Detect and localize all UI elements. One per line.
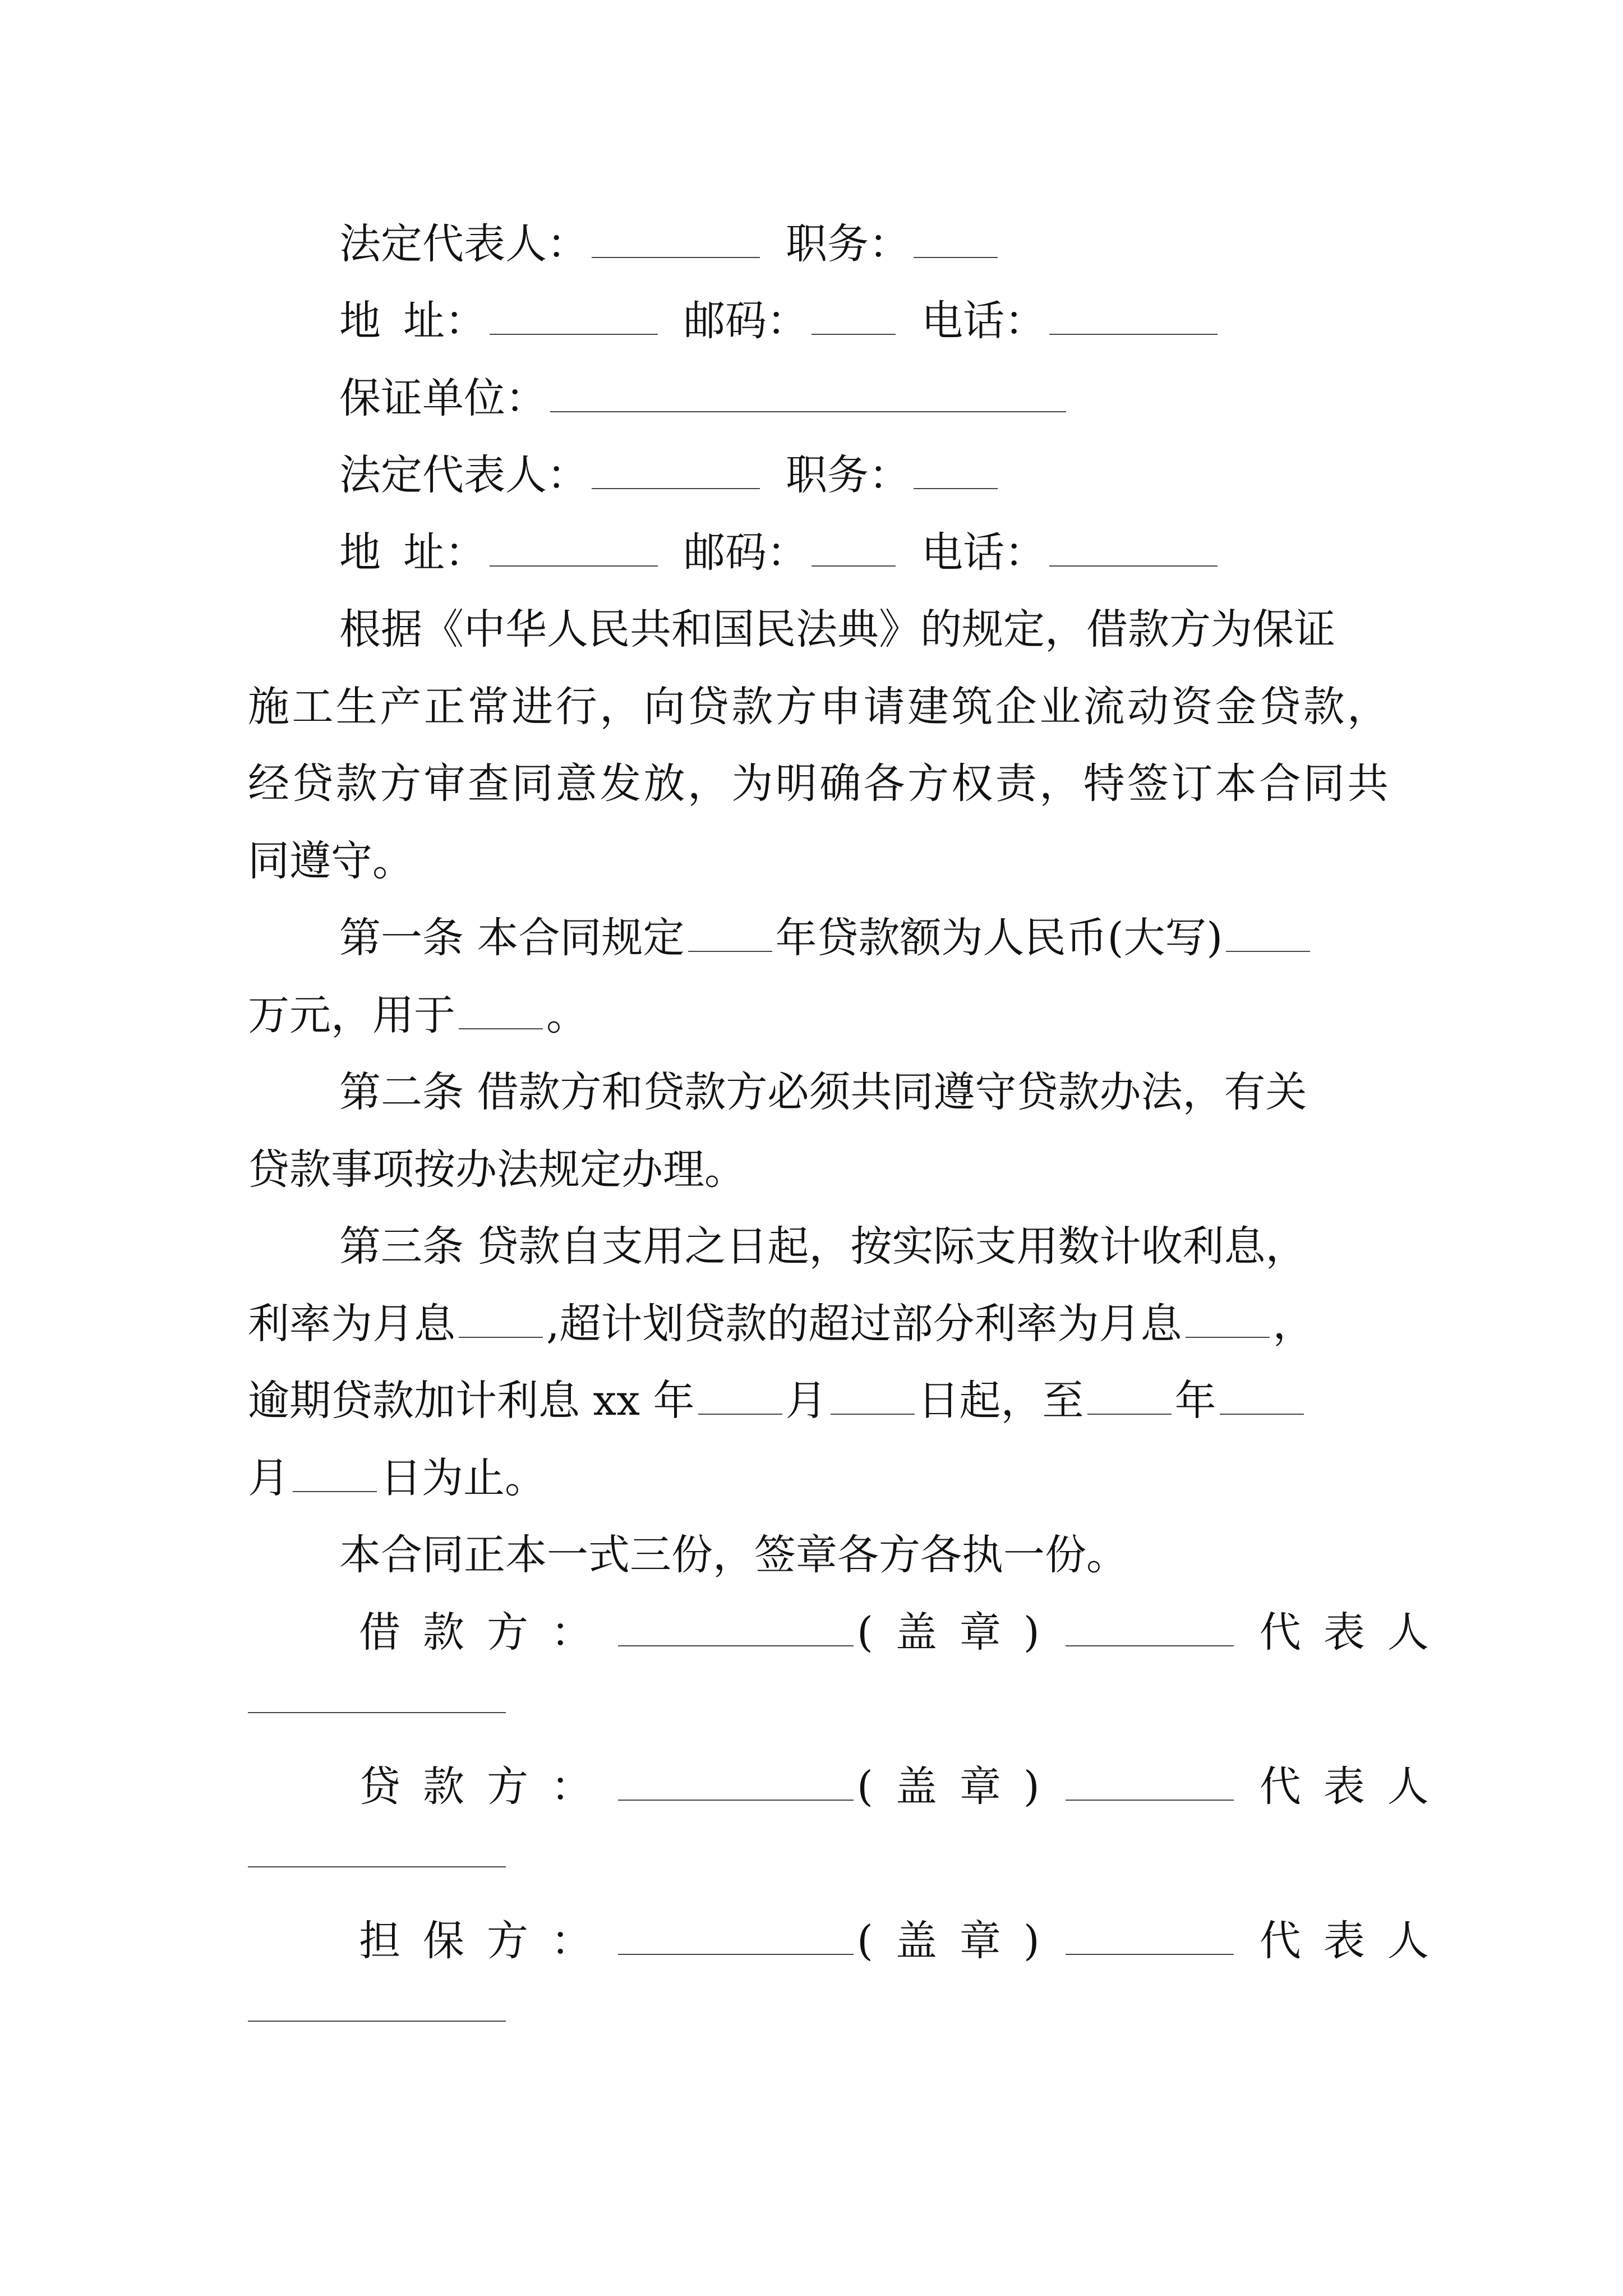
phone-label: 电话： [921, 297, 1046, 345]
party-blank [618, 1953, 854, 1955]
article1-line-1 [339, 907, 1623, 969]
seal-blank [1066, 1953, 1234, 1955]
preamble-line-3: 经贷款方审查同意发放，为明确各方权责，特签订本合同共 [248, 760, 1389, 808]
article3-text: 日为止。 [380, 1454, 546, 1502]
lender-rep-blank [248, 1866, 506, 1867]
seal-label: (盖章) [857, 1917, 1062, 1965]
end-year-blank [1087, 1413, 1172, 1415]
postcode-blank [811, 565, 896, 567]
article3-text: 月 [248, 1454, 289, 1502]
article1-text-a: 第一条 本合同规定 [339, 914, 685, 962]
start-month-blank [698, 1413, 782, 1415]
start-day-blank [831, 1413, 915, 1415]
party-blank [618, 1645, 854, 1646]
article3-text: 利率为月息 [248, 1300, 455, 1348]
rep-label: 代表人 [1259, 1917, 1451, 1965]
address-label-b: 址： [403, 297, 486, 345]
position-blank [914, 487, 998, 489]
article3-line-1: 第三条 贷款自支用之日起，按实际支用数计收利息， [339, 1222, 1307, 1271]
party-blank [618, 1799, 854, 1801]
position-label: 职务： [786, 451, 910, 499]
address-label-b: 址： [403, 528, 486, 577]
legal-rep-row-1 [339, 213, 1623, 275]
legal-rep-label: 法定代表人： [339, 451, 588, 499]
article3-text: 年 [1174, 1377, 1216, 1425]
position-blank [914, 256, 998, 258]
party-label: 担保方： [359, 1917, 615, 1965]
borrower-rep-blank [248, 1712, 506, 1713]
seal-label: (盖章) [857, 1608, 1062, 1657]
seal-label: (盖章) [857, 1763, 1062, 1811]
article3-line-3 [248, 1370, 1623, 1432]
article1-text-b: 年贷款额为人民币(大写) [775, 914, 1223, 962]
address-blank [490, 333, 658, 335]
legal-rep-blank [592, 256, 760, 258]
position-label: 职务： [786, 220, 910, 268]
guarantor-unit-blank [550, 411, 1066, 412]
monthly-rate-blank [459, 1336, 543, 1338]
address-label-a: 地 [339, 528, 381, 577]
article2-line-1: 第二条 借款方和贷款方必须共同遵守贷款办法，有关 [339, 1068, 1307, 1116]
seal-blank [1066, 1645, 1234, 1646]
signature-lender [359, 1756, 1623, 1818]
end-day-blank [293, 1490, 377, 1492]
amount-blank [1226, 950, 1310, 952]
copies-statement: 本合同正本一式三份，签章各方各执一份。 [339, 1531, 1128, 1579]
address-blank [490, 565, 658, 567]
legal-rep-label: 法定代表人： [339, 220, 588, 268]
guarantor-unit-label: 保证单位： [339, 374, 547, 422]
postcode-label: 邮码： [684, 528, 808, 577]
preamble-line-1: 根据《中华人民共和国民法典》的规定，借款方为保证 [339, 605, 1335, 654]
address-row-2 [339, 522, 1623, 583]
party-label: 贷款方： [359, 1763, 615, 1811]
article3-text: 月 [785, 1377, 827, 1425]
preamble-line-4: 同遵守。 [248, 837, 414, 885]
preamble-line-2: 施工生产正常进行，向贷款方申请建筑企业流动资金贷款， [248, 683, 1389, 731]
phone-blank [1049, 333, 1218, 335]
phone-label: 电话： [921, 528, 1046, 577]
rep-label: 代表人 [1259, 1608, 1451, 1657]
address-label-a: 地 [339, 297, 381, 345]
legal-rep-blank [592, 487, 760, 489]
article2-line-2: 贷款事项按办法规定办理。 [248, 1145, 746, 1194]
purpose-blank [459, 1028, 543, 1029]
article3-line-2 [248, 1293, 1623, 1355]
address-row-1 [339, 290, 1623, 352]
guarantor-rep-blank [248, 2021, 506, 2022]
article1-text-d: 。 [546, 991, 588, 1039]
postcode-blank [811, 333, 896, 335]
article3-text: ， [1272, 1300, 1315, 1348]
year-blank [688, 950, 772, 952]
end-month-blank-a [1220, 1413, 1304, 1415]
postcode-label: 邮码： [684, 297, 808, 345]
article3-line-4 [248, 1447, 1623, 1509]
signature-borrower [359, 1602, 1623, 1663]
rep-label: 代表人 [1259, 1763, 1451, 1811]
article3-text: 日起，至 [917, 1377, 1084, 1425]
article3-text: 逾期贷款加计利息 xx 年 [248, 1377, 695, 1425]
signature-guarantor [359, 1910, 1623, 1972]
guarantor-unit-row [339, 367, 1623, 429]
article3-text: ,超计划贷款的超过部分利率为月息 [546, 1300, 1182, 1348]
seal-blank [1066, 1799, 1234, 1801]
legal-rep-row-2 [339, 444, 1623, 506]
article1-line-2 [248, 984, 1623, 1046]
phone-blank [1049, 565, 1218, 567]
article1-text-c: 万元，用于 [248, 991, 455, 1039]
excess-rate-blank [1186, 1336, 1270, 1338]
party-label: 借款方： [359, 1608, 615, 1657]
